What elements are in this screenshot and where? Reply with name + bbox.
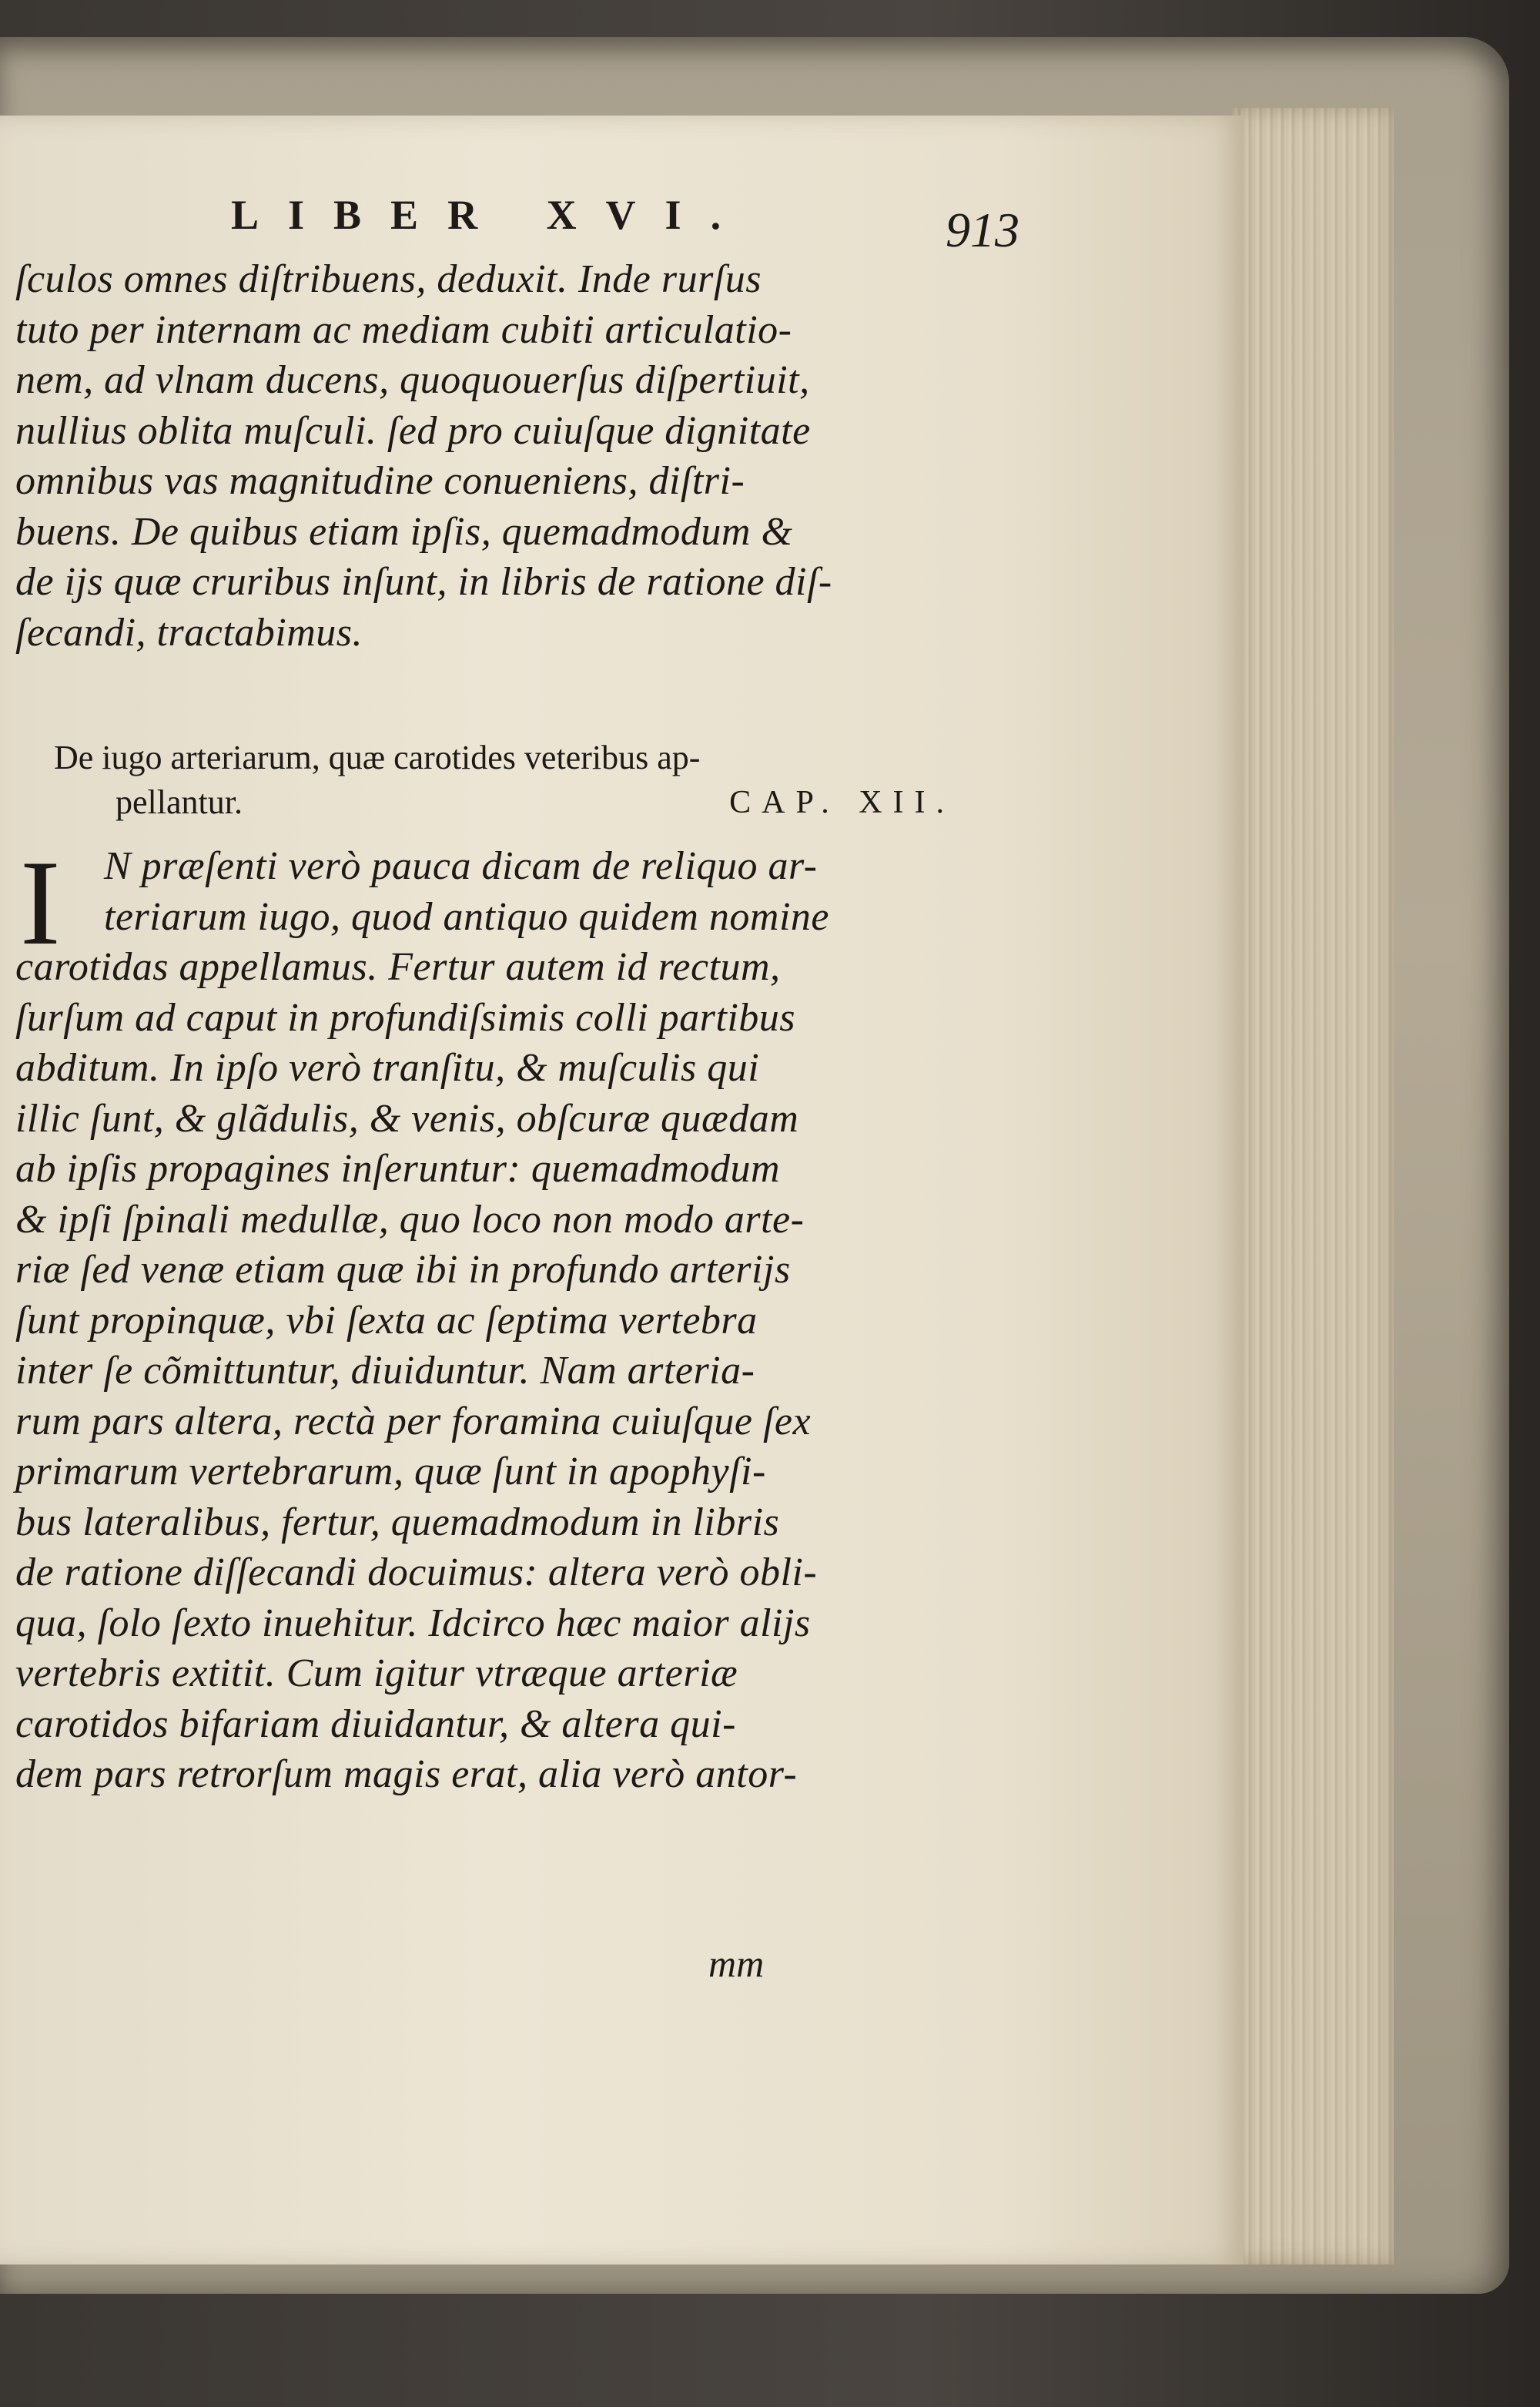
page-edges [1232,108,1394,2265]
text-line: illic ſunt, & glãdulis, & venis, obſcuræ quædam [15,1096,799,1141]
text-line: tuto per internam ac mediam cubiti articulatio- [15,307,792,352]
text-line: vertebris extitit. Cum igitur vtræque arteriæ [15,1651,738,1695]
text-line: ſurſum ad caput in profundiſsimis colli partibus [15,995,796,1040]
text-line: de ratione diſſecandi docuimus: altera verò obli- [15,1550,818,1594]
text-line: ſculos omnes diſtribuens, deduxit. Inde rurſus [15,257,762,301]
text-line: inter ſe cõmittuntur, diuiduntur. Nam arteria- [15,1349,755,1393]
text-line: qua, ſolo ſexto inuehitur. Idcirco hæc maior alijs [15,1601,811,1645]
text-line: rum pars altera, rectà per foramina cuiuſque ſex [15,1399,812,1443]
text-line: de ijs quæ cruribus inſunt, in libris de ratione diſ- [15,560,832,604]
text-line: bus lateralibus, fertur, quemadmodum in libris [15,1500,780,1544]
text-line: buens. De quibus etiam ipſis, quemadmodum & [15,509,793,554]
page-number: 913 [946,203,1019,257]
text-line: ab ipſis propagines inſeruntur: quemadmodum [15,1147,781,1191]
chapter-heading [54,736,955,825]
text-line: nullius oblita muſculi. ſed pro cuiuſque dignitate [15,408,811,453]
text-line: dem pars retrorſum magis erat, alia verò antor- [15,1752,798,1796]
text-line: N præſenti verò pauca dicam de reliquo ar- [104,844,818,888]
paragraph-1 [15,254,962,658]
running-title: LIBER XVI. [231,192,751,238]
text-line: primarum vertebrarum, quæ ſunt in apophyſi- [15,1450,766,1493]
text-line: ſunt propinquæ, vbi ſexta ac ſeptima vertebra [15,1298,758,1343]
text-line: abditum. In ipſo verò tranſitu, & muſculis qui [15,1046,760,1090]
text-line: carotidas appellamus. Fertur autem id rectum, [15,945,781,989]
text-line: omnibus vas magnitudine conueniens, diſtri- [15,459,745,503]
text-line: carotidos bifariam diuidantur, & altera qui- [15,1701,736,1746]
chapter-number: CAP. XII. [729,785,955,820]
text-line: nem, ad vlnam ducens, quoquouerſus diſpertiuit, [15,358,810,402]
chapter-heading-line: De iugo arteriarum, quæ carotides veteribus ap- [54,739,701,776]
catchword: mm [708,1942,765,1985]
text-line: riæ ſed venæ etiam quæ ibi in profundo arterijs [15,1248,791,1292]
text-line: & ipſi ſpinali medullæ, quo loco non modo arte- [15,1197,805,1242]
paragraph-2 [15,836,962,1800]
text-line: teriarum iugo, quod antiquo quidem nomine [104,894,830,939]
chapter-heading-continuation: pellantur. [116,783,243,821]
text-line: ſecandi, tractabimus. [15,610,363,655]
drop-cap: I [20,836,61,971]
chapter-heading-line [54,780,955,825]
